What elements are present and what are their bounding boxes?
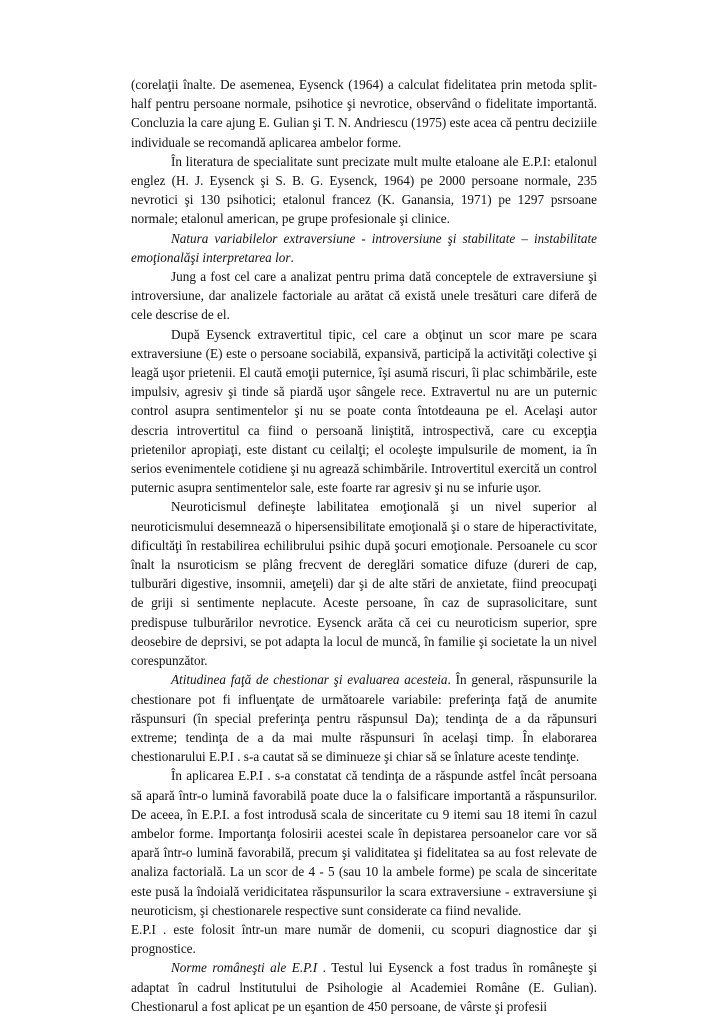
paragraph	[131, 229, 597, 267]
paragraph-text: După Eysenck extravertitul tipic, cel care a obţinut un scor mare pe scara extraversiune (E) este o persoane sociabilă, expansivă, participă la activităţi colective şi leagă uşor prietenii. El caută emoţii puternice, îşi asumă riscuri, îi plac schimbările, este impulsiv, agresiv şi tinde să piardă uşor sângele rece. Extravertul nu are un puternic control asupra sentimentelor şi nu se poate conta întotdeauna pe el. Acelaşi autor descria introvertitul ca fiind o persoană liniştită, introspectivă, care cu excepţia prietenilor apropiaţi, este distant cu ceilalţi; el ocoleşte impulsurile de moment, ia în serios evenimentele cotidiene şi nu agrează schimbările. Introvertitul exercită un control puternic asupra sentimentelor sale, este foarte rar agresiv şi nu se infurie uşor.	[131, 326, 597, 496]
paragraph-text: (corelaţii înalte. De asemenea, Eysenck (1964) a calculat fidelitatea prin metoda split-half pentru persoane normale, psihotice şi nevrotice, observând o fidelitate importantă. Concluzia la care ajung E. Gulian şi T. N. Andriescu (1975) este acea că pentru deciziile individuale se recomandă aplicarea ambelor forme.	[131, 77, 597, 150]
paragraph	[131, 766, 597, 920]
document-page	[131, 75, 597, 1016]
paragraph-text: În literatura de specialitate sunt precizate mult multe etaloane ale E.P.I: etalonul englez (H. J. Eysenck şi S. B. G. Eysenck, 1964) pe 2000 persoane normale, 235 nevrotici şi 130 psihotici; etalonul francez (K. Ganansia, 1971) pe 1297 psrsoane normale; etalonul american, pe grupe profesionale şi clinice.	[131, 153, 597, 227]
paragraph	[131, 267, 597, 325]
italic-heading-text: Natura variabilelor extraversiune - introversiune şi stabilitate – instabilitate emoţionalăşi interpretarea lor	[131, 230, 597, 265]
paragraph-text: În aplicarea E.P.I . s-a constatat că tendinţa de a răspunde astfel încât persoana să apară într-o lumină favorabilă poate duce la o falsificare importantă a răspunsurilor. De aceea, în E.P.I. a fost introdusă scala de sinceritate cu 9 itemi sau 18 itemi în cazul ambelor forme. Importanţa folosirii acestei scale în depistarea persoanelor care vor să apară într-o lumină favorabilă, precum şi validitatea şi fidelitatea sa au fost relevate de analiza factorială. La un scor de 4 - 5 (sau 10 la ambele forme) pe scala de sinceritate este pusă la îndoială veridicitatea răspunsurilor la scara extraversiune - extraversiune şi neuroticism, şi chestionarele respective sunt considerate ca fiind nevalide.	[131, 768, 597, 918]
paragraph-text: . Testul lui Eysenck a fost tradus în româneşte şi adaptat în cadrul lnstitutului de Psihologie al Academiei Române (E. Gulian). Chestionarul a fost aplicat pe un eşantion de 450 persoane, de vârste şi profesii	[131, 960, 597, 1014]
paragraph	[131, 325, 597, 498]
italic-heading-text: Atitudinea faţă de chestionar şi evaluarea acesteia	[171, 672, 448, 688]
paragraph	[131, 958, 597, 1016]
italic-heading-text: Norme româneşti ale E.P.I	[171, 960, 318, 976]
paragraph-text: . În general, răspunsurile la chestionare pot fi influenţate de următoarele variabile: preferinţa faţă de anumite răspunsuri (în special preferinţa pentru răspunsul Da); tendinţa de a da răpunsuri extreme; tendinţa de a da mai multe răspunsuri în acelaşi timp. În elaborarea chestionarului E.P.I . s-a cautat să se diminueze şi chiar să se înlature aceste tendinţe.	[131, 672, 597, 765]
paragraph	[131, 497, 597, 670]
paragraph	[131, 75, 597, 152]
paragraph	[131, 152, 597, 229]
paragraph	[131, 670, 597, 766]
paragraph	[131, 920, 597, 958]
paragraph-text: Jung a fost cel care a analizat pentru prima dată conceptele de extraversiune şi introversiune, dar analizele factoriale au arătat că există unele tresături care diferă de cele descrise de el.	[131, 269, 597, 323]
paragraph-text: Neuroticismul defineşte labilitatea emoţională şi un nivel superior al neuroticismului desemnează o hipersensibilitate emoţională şi o stare de hiperactivitate, dificultăţi în restabilirea echilibrului psihic după şocuri emoţionale. Persoanele cu scor înalt la nsuroticism se plâng frecvent de dereglări somatice difuze (dureri de cap, tulburări digestive, insomnii, ameţeli) dar şi de alte stări de anxietate, fiind preocupaţi de griji si sentimente neplacute. Aceste persoane, în caz de suprasolicitare, sunt predispuse tulburărilor nevrotice. Eysenck arăta că cei cu neuroticism superior, spre deosebire de deprsivi, se pot adapta la locul de muncă, în familie şi societate la un nivel corespunzător.	[131, 499, 597, 669]
paragraph-text: .	[290, 249, 294, 265]
paragraph-text: E.P.I . este folosit într-un mare număr de domenii, cu scopuri diagnostice dar şi prognostice.	[131, 921, 597, 957]
